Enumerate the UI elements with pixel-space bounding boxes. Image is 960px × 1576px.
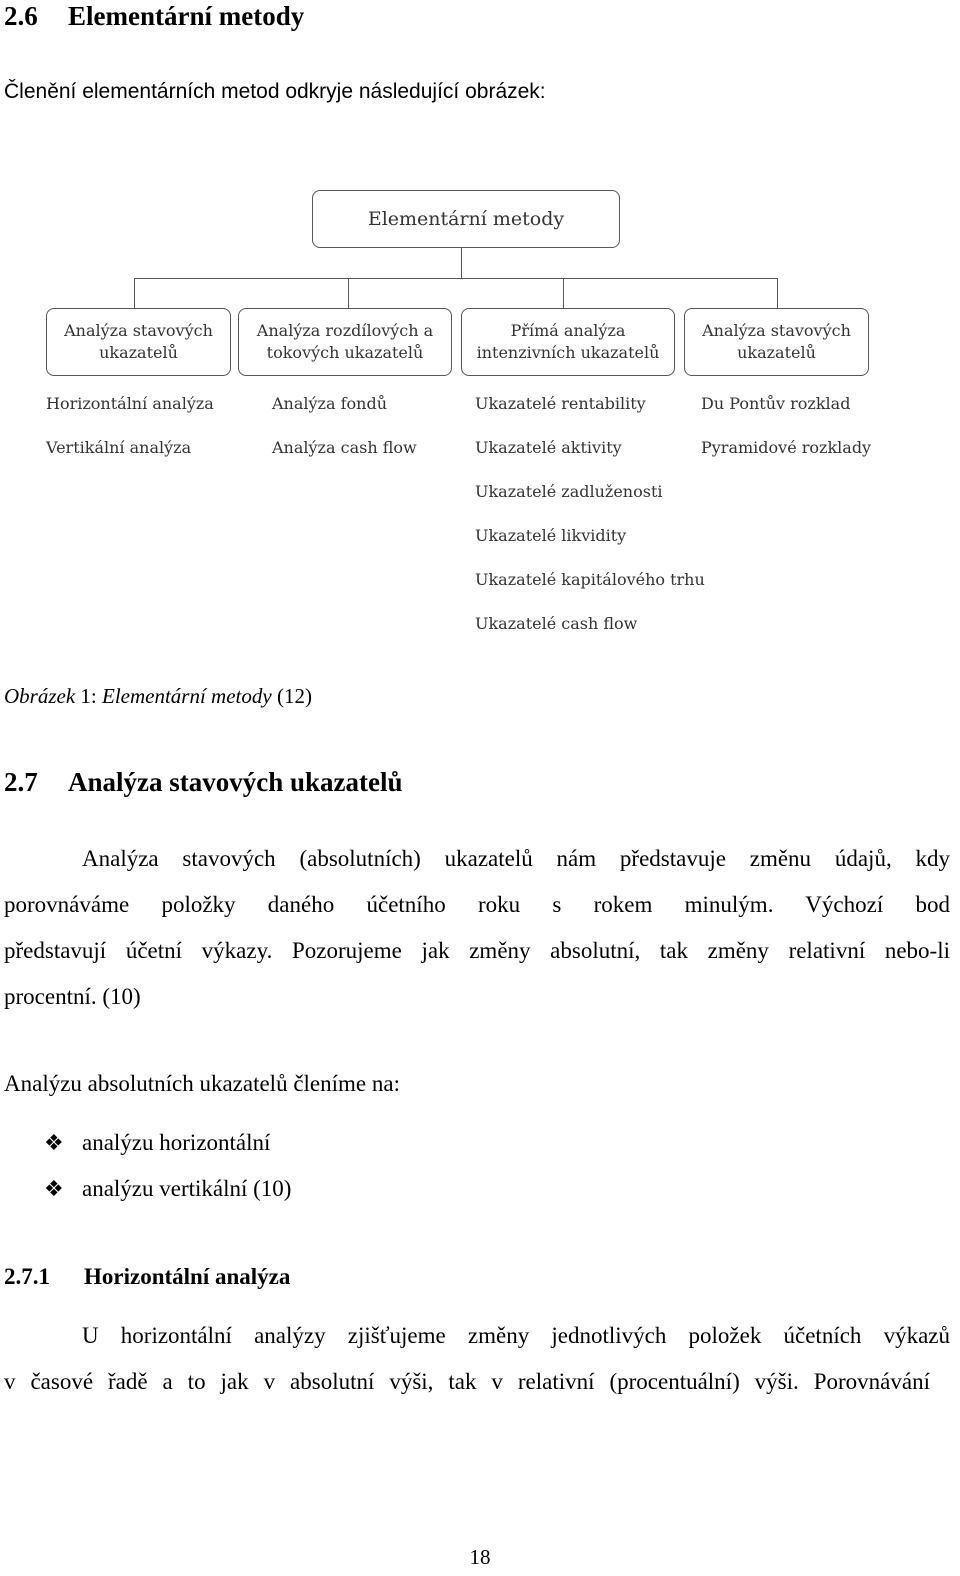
figure-caption [4,682,312,710]
diagram-item: Analýza fondů [272,394,388,413]
paragraph-line: U horizontální analýzy zjišťujeme změny jednotlivých položek účetních výkazů [82,1323,950,1348]
diagram-category-box: Analýza stavových ukazatelů [684,308,869,376]
diagram-item: Ukazatelé likvidity [475,526,627,545]
diagram-item: Vertikální analýza [46,438,192,457]
connector-line [134,278,778,279]
methods-diagram [0,180,960,650]
diagram-item: Ukazatelé kapitálového trhu [475,570,705,589]
caption-number: 1: [80,684,97,708]
diagram-item: Analýza cash flow [272,438,417,457]
section-number: 2.6 [4,1,38,31]
connector-line [563,278,564,308]
diagram-category-box: Přímá analýza intenzivních ukazatelů [461,308,675,376]
diagram-root-box: Elementární metody [312,190,620,248]
caption-title: Elementární metody [102,684,272,708]
section-title: Horizontální analýza [84,1264,291,1289]
paragraph-line: v časové řadě a to jak v absolutní výši, tak v relativní (procentuální) výši. Porovnávání [4,1369,930,1394]
diagram-item: Ukazatelé cash flow [475,614,638,633]
list-item: analýzu vertikální (10) [82,1176,292,1201]
section-number: 2.7.1 [4,1264,50,1289]
diamond-bullet-icon: ❖ [44,1176,64,1201]
diagram-category-box: Analýza rozdílových a tokových ukazatelů [238,308,452,376]
connector-line [348,278,349,308]
section-heading-2-7-1 [4,1263,290,1291]
diagram-item: Ukazatelé aktivity [475,438,622,457]
paragraph-line: Analýza stavových (absolutních) ukazatelů nám představuje změnu údajů, kdy [82,846,950,871]
diagram-item: Ukazatelé zadluženosti [475,482,663,501]
caption-label: Obrázek [4,684,76,708]
section-heading-2-7 [4,766,403,798]
diagram-item: Du Pontův rozklad [701,394,851,413]
diagram-item: Ukazatelé rentability [475,394,646,413]
caption-reference: (12) [276,684,312,708]
list-intro: Analýzu absolutních ukazatelů členíme na: [4,1071,400,1096]
section-title: Elementární metody [68,1,305,31]
connector-line [777,278,778,308]
section-title: Analýza stavových ukazatelů [68,767,403,797]
paragraph-line: porovnáváme položky daného účetního roku s rokem minulým. Výchozí bod [4,892,950,917]
intro-text: Členění elementárních metod odkryje následující obrázek: [4,80,546,103]
connector-line [134,278,135,308]
diamond-bullet-icon: ❖ [44,1130,64,1155]
section-heading-2-6 [4,0,304,32]
diagram-item: Horizontální analýza [46,394,214,413]
diagram-item: Pyramidové rozklady [701,438,872,457]
paragraph-line: představují účetní výkazy. Pozorujeme jak změny absolutní, tak změny relativní nebo-li [4,938,950,963]
diagram-category-box: Analýza stavových ukazatelů [46,308,231,376]
section-number: 2.7 [4,767,38,797]
connector-line [461,248,462,278]
page-number: 18 [469,1545,491,1569]
list-item: analýzu horizontální [82,1130,271,1155]
paragraph-line: procentní. (10) [4,984,141,1009]
